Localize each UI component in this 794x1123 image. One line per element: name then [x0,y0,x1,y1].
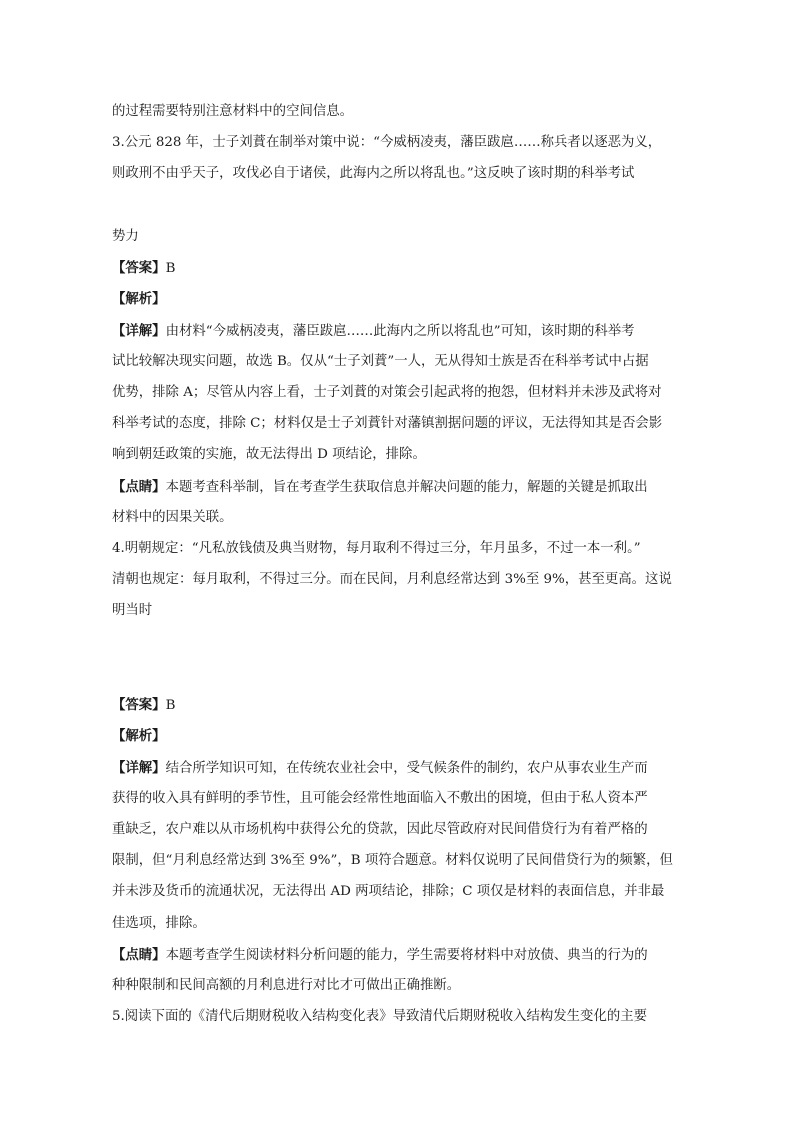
q3-detail-line-3: 优势，排除 A；尽管从内容上看，士子刘蕡的对策会引起武将的抱怨，但材料并未涉及武将对 [112,385,662,400]
q5-stem-line-1: 5.阅读下面的《清代后期财税收入结构变化表》导致清代后期财税收入结构发生变化的主要 [112,1009,648,1024]
q4-stem-line-3: 明当时 [112,603,153,618]
q4-answer [112,695,682,716]
q3-analysis-tag: 【解析】 [112,291,166,307]
q4-detail-line-6: 佳选项，排除。 [112,916,206,931]
q3-option-d-wrap: 势力 [112,229,139,244]
q4-detail-line-5: 并未涉及货币的流通状况，无法得出 AD 两项结论，排除；C 项仅是材料的表面信息，并非最 [112,884,665,899]
detail-tag: 【详解】 [112,760,166,776]
q3-detail-line-1: 【详解】由材料“今威柄凌夷，藩臣跋扈……此海内之所以将乱也”可知，该时期的科举考 [112,323,635,339]
q4-analysis-tag: 【解析】 [112,728,166,744]
q3-detail-line-2: 试比较解决现实问题，故选 B。仅从“士子刘蕡”一人，无从得知士族是否在科举考试中占据 [112,354,649,369]
q3-point-line-2: 材料中的因果关联。 [112,510,233,525]
detail-tag: 【详解】 [112,323,166,339]
answer-tag: 【答案】 [112,697,166,713]
q3-detail-line-4: 科举考试的态度，排除 C；材料仅是士子刘蕡针对藩镇割据问题的评议，无法得知其是否会影 [112,416,663,431]
point-tag: 【点睛】 [112,947,166,963]
q3-point-line-1: 【点睛】本题考查科举制，旨在考查学生获取信息并解决问题的能力，解题的关键是抓取出 [112,479,648,495]
answer-value: B [165,261,176,276]
q4-stem-line-1: 4.明朝规定：“凡私放钱债及典当财物，每月取利不得过三分，年月虽多，不过一本一利。” [112,541,641,556]
q3-detail-line-5: 响到朝廷政策的实施，故无法得出 D 项结论，排除。 [112,447,426,462]
q4-point-line-2: 种种限制和民间高额的月利息进行对比才可做出正确推断。 [112,978,461,993]
q4-detail-line-2: 获得的收入具有鲜明的季节性，且可能会经常性地面临入不敷出的困境，但由于私人资本严 [112,791,648,806]
point-tag: 【点睛】 [112,479,166,495]
q3-stem-line-1: 3.公元 828 年，士子刘蕡在制举对策中说：“今威柄凌夷，藩臣跋扈……称兵者以逐恶为义， [112,135,662,150]
q2-tail-text: 的过程需要特别注意材料中的空间信息。 [112,104,354,119]
q3-stem-line-2: 则政刑不由乎天子，攻伐必自于诸侯，此海内之所以将乱也。”这反映了该时期的科举考试 [112,166,635,181]
q4-detail-line-1: 【详解】结合所学知识可知，在传统农业社会中，受气候条件的制约，农户从事农业生产而 [112,760,648,776]
q4-detail-line-4: 限制，但“月利息经常达到 3%至 9%”，B 项符合题意。材料仅说明了民间借贷行为的频繁，但 [112,853,673,868]
q4-detail-line-3: 重缺乏，农户难以从市场机构中获得公允的贷款，因此尽管政府对民间借贷行为有着严格的 [112,822,648,837]
answer-tag: 【答案】 [112,260,166,276]
answer-value: B [165,698,176,713]
q3-answer [112,258,682,279]
q4-point-line-1: 【点睛】本题考查学生阅读材料分析问题的能力，学生需要将材料中对放债、典当的行为的 [112,947,648,963]
q4-stem-line-2: 清朝也规定：每月取利，不得过三分。而在民间，月利息经常达到 3%至 9%，甚至更高。这说 [112,572,672,587]
